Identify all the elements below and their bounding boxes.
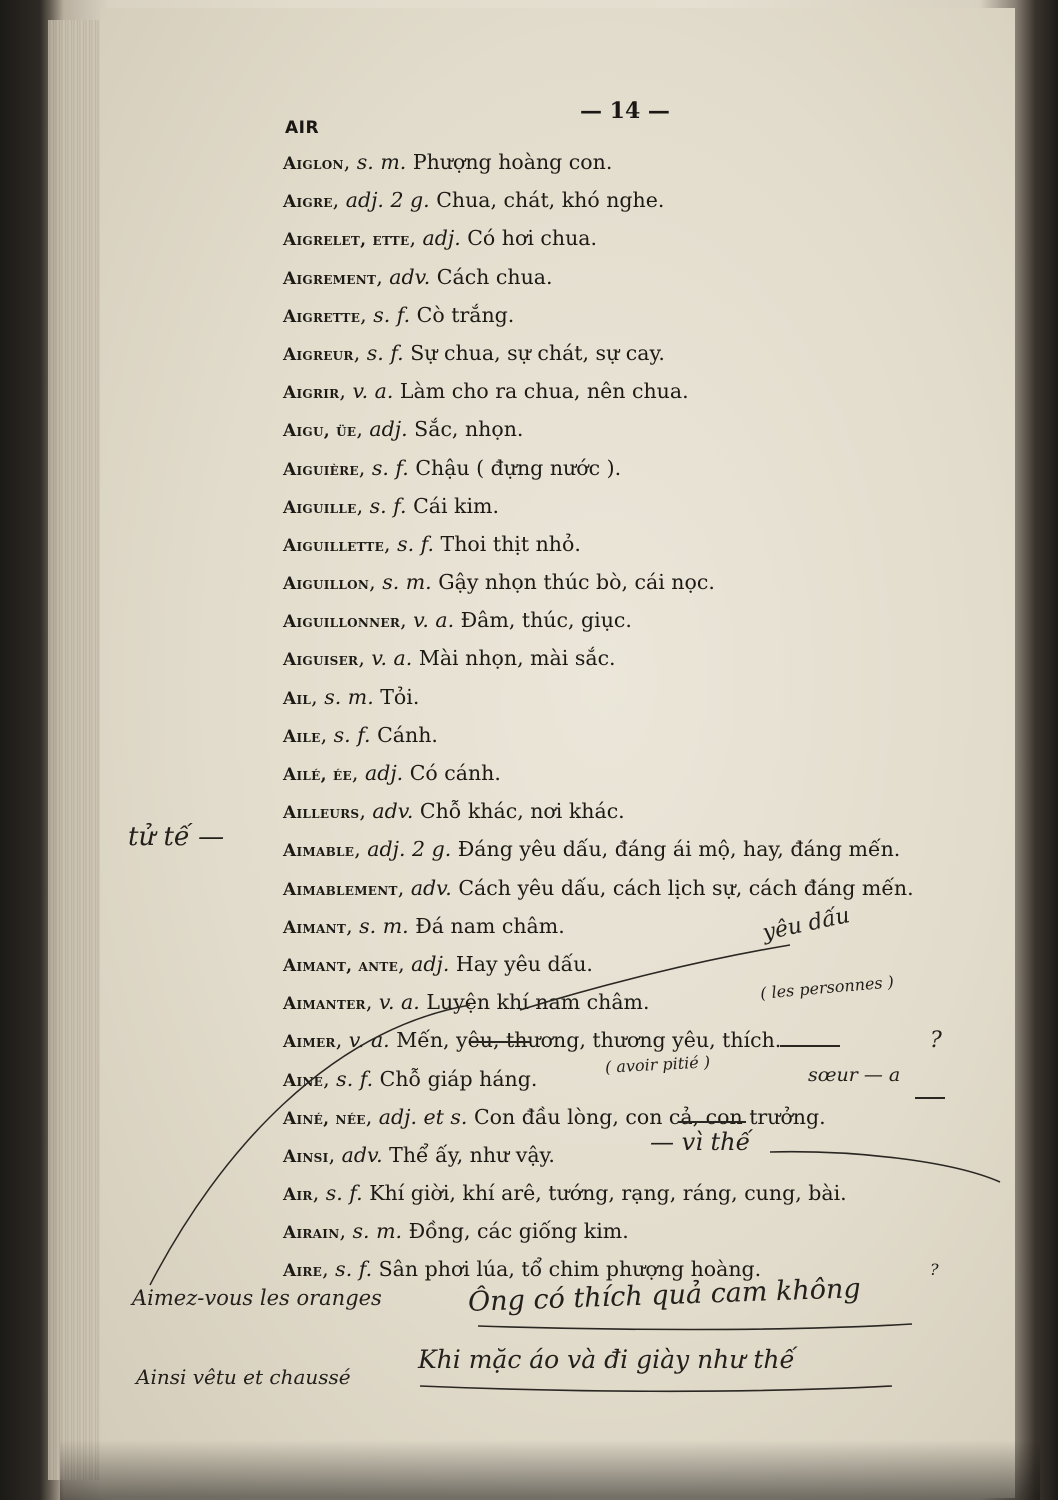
dictionary-entry: Aigu, üe, adj. Sắc, nhọn. (283, 417, 524, 442)
definition: Làm cho ra chua, nên chua. (399, 379, 689, 404)
headword: Aire (283, 1261, 323, 1282)
dictionary-entry: Ail, s. m. Tỏi. (283, 684, 420, 709)
underline-example-1 (478, 1324, 912, 1330)
headword: Aiguillonner (283, 612, 401, 633)
grammar-label: s. f. (366, 340, 404, 365)
dictionary-entry: Aigreur, s. f. Sự chua, sự chát, sự cay. (283, 340, 665, 365)
definition: Thoi thịt nhỏ. (440, 531, 581, 556)
handwritten-note-yeu-dau: yêu dấu (760, 903, 852, 946)
handwritten-example-1-french: Aimez-vous les oranges (132, 1286, 382, 1310)
definition: Gậy nhọn thúc bò, cái nọc. (438, 570, 715, 595)
grammar-label: s. f. (333, 722, 371, 747)
grammar-label: adv. (410, 875, 452, 900)
grammar-label: s. f. (373, 302, 411, 327)
headword: Aigrelet, ette (283, 230, 410, 251)
grammar-label: s. m. (324, 684, 374, 709)
headword: Aimable (283, 841, 355, 862)
handwritten-example-2-vietnamese: Khi mặc áo và đi giày như thế (418, 1345, 795, 1374)
headword: Aimer (283, 1032, 336, 1053)
headword: Ailé, ée (283, 765, 352, 785)
definition: Cách yêu dấu, cách lịch sự, cách đáng mến. (458, 875, 914, 900)
headword: Aimant (283, 917, 347, 938)
definition: Đá nam châm. (415, 913, 565, 938)
headword: Aigreur (283, 344, 354, 365)
definition: Cái kim. (413, 493, 499, 518)
grammar-label: s. f. (397, 531, 435, 556)
definition: Sự chua, sự chát, sự cay. (410, 340, 665, 365)
definition: Sắc, nhọn. (414, 417, 524, 442)
dictionary-entry: Ainsi, adv. Thể ấy, như vậy. (283, 1142, 555, 1167)
handwritten-note-avoir-pitie: ( avoir pitié ) (604, 1052, 711, 1077)
dictionary-entry: Aiguille, s. f. Cái kim. (283, 493, 499, 518)
headword: Aiguiser (283, 650, 359, 671)
dictionary-entry: Aimant, s. m. Đá nam châm. (283, 913, 565, 938)
headword: Aimablement (283, 879, 398, 900)
grammar-label: adj. (369, 417, 408, 442)
definition: Chỗ giáp háng. (379, 1066, 538, 1091)
definition: Chậu ( đựng nước ). (415, 455, 622, 480)
handwritten-margin-note: tử tế — (128, 822, 225, 852)
headword: Aigu, üe (283, 421, 357, 442)
dictionary-entry: Aiguière, s. f. Chậu ( đựng nước ). (283, 455, 622, 480)
dictionary-entry: Aigre, adj. 2 g. Chua, chát, khó nghe. (283, 188, 665, 213)
underline-example-2 (420, 1386, 892, 1391)
grammar-label: s. m. (352, 1219, 403, 1244)
definition: Có cánh. (409, 761, 501, 785)
definition: Cánh. (377, 722, 438, 747)
grammar-label: adv. (341, 1142, 383, 1167)
definition: Thể ấy, như vậy. (389, 1142, 555, 1167)
grammar-label: s. f. (335, 1257, 373, 1282)
definition: Sân phơi lúa, tổ chim phượng hoàng. (378, 1257, 762, 1282)
dictionary-entry: Aimable, adj. 2 g. Đáng yêu dấu, đáng ái mộ, hay, đáng mến. (283, 837, 901, 862)
definition: Cách chua. (436, 264, 553, 289)
dictionary-entry: Aimablement, adv. Cách yêu dấu, cách lịch sự, cách đáng mến. (283, 875, 914, 900)
handwritten-example-1-vietnamese: Ông có thích quả cam không (467, 1273, 862, 1318)
grammar-label: s. m. (382, 570, 432, 595)
dictionary-entry: Aiglon, s. m. Phượng hoàng con. (283, 150, 613, 174)
headword: Aiglon (283, 154, 344, 174)
grammar-label: adj. et s. (378, 1104, 468, 1129)
dictionary-entry: Aimanter, v. a. Luyện khí nam châm. (283, 990, 650, 1015)
dictionary-entry: Ainé, née, adj. et s. Con đầu lòng, con cả, con trưởng. (283, 1104, 826, 1129)
dictionary-entry: Aile, s. f. Cánh. (283, 722, 438, 747)
headword: Aine (283, 1070, 324, 1091)
definition: Khí giời, khí arê, tướng, rạng, ráng, cung, bài. (369, 1181, 847, 1206)
definition: Đâm, thúc, giục. (460, 608, 632, 633)
definition: Đồng, các giống kim. (408, 1219, 629, 1244)
headword: Aigre (283, 192, 333, 213)
handwritten-question-mark: ? (930, 1028, 942, 1053)
dictionary-entry: Ailleurs, adv. Chỗ khác, nơi khác. (283, 799, 625, 824)
dictionary-entry: Aiguillette, s. f. Thoi thịt nhỏ. (283, 531, 581, 556)
definition: Mến, yêu, thương, thương yêu, thích. (396, 1028, 782, 1053)
grammar-label: s. f. (371, 455, 409, 480)
dictionary-entry: Aimer, v. a. Mến, yêu, thương, thương yêu, thích. (283, 1028, 782, 1053)
dictionary-entry: Aiguiser, v. a. Mài nhọn, mài sắc. (283, 646, 616, 671)
headword: Aiguille (283, 497, 357, 518)
grammar-label: adj. (364, 761, 404, 785)
grammar-label: s. f. (336, 1066, 374, 1091)
connector-aimer (520, 945, 790, 1010)
headword: Aimant, ante (283, 955, 399, 976)
handwritten-note-vi-the: — vì thế (650, 1128, 751, 1156)
handwritten-note-les-personnes: ( les personnes ) (759, 972, 895, 1003)
dictionary-entry: Aigrette, s. f. Cò trắng. (283, 302, 515, 327)
definition: Mài nhọn, mài sắc. (418, 646, 616, 671)
grammar-label: adj. 2 g. (367, 837, 452, 862)
dictionary-entry: Aigrement, adv. Cách chua. (283, 264, 553, 289)
dictionary-entry: Aigrir, v. a. Làm cho ra chua, nên chua. (283, 379, 689, 404)
grammar-label: adj. (422, 226, 461, 251)
dictionary-entry: Aiguillonner, v. a. Đâm, thúc, giục. (283, 608, 632, 633)
definition: Cò trắng. (416, 302, 515, 327)
grammar-label: s. f. (325, 1181, 363, 1206)
headword: Ail (283, 688, 312, 709)
grammar-label: v. a. (352, 379, 394, 404)
grammar-label: v. a. (371, 646, 413, 671)
grammar-label: v. a. (378, 990, 420, 1015)
connector-example (150, 1005, 470, 1285)
definition: Phượng hoàng con. (412, 150, 613, 174)
grammar-label: v. a. (348, 1028, 390, 1053)
connector-ainsi (770, 1152, 1000, 1182)
handwritten-example-2-french: Ainsi vêtu et chaussé (136, 1365, 351, 1389)
definition: Chỗ khác, nơi khác. (419, 799, 625, 824)
handwritten-note-soeur: sœur — a (808, 1064, 901, 1086)
headword: Aile (283, 726, 321, 747)
headword: Aigrement (283, 268, 377, 289)
headword: Aigrette (283, 306, 361, 327)
grammar-label: s. m. (359, 913, 409, 938)
handwritten-question-mark: ? (930, 1260, 939, 1279)
dictionary-entry: Aiguillon, s. m. Gậy nhọn thúc bò, cái nọc. (283, 570, 715, 595)
definition: Hay yêu dấu. (455, 951, 593, 976)
headword: Ailleurs (283, 803, 360, 824)
headword: Air (283, 1185, 313, 1206)
headword: Ainé, née (283, 1108, 366, 1129)
headword: Aigrir (283, 383, 340, 404)
headword: Airain (283, 1223, 340, 1244)
dictionary-entry: Ailé, ée, adj. Có cánh. (283, 761, 501, 785)
headword: Aiguillette (283, 535, 385, 556)
dictionary-entry: Aigrelet, ette, adj. Có hơi chua. (283, 226, 598, 251)
grammar-label: adj. (411, 951, 450, 976)
headword: Aiguillon (283, 574, 370, 595)
running-head: AIR (285, 118, 320, 138)
definition: Tỏi. (380, 684, 420, 709)
dictionary-entry: Aine, s. f. Chỗ giáp háng. (283, 1066, 538, 1091)
grammar-label: s. m. (356, 150, 407, 174)
definition: Đáng yêu dấu, đáng ái mộ, hay, đáng mến. (457, 837, 901, 862)
grammar-label: s. f. (369, 493, 407, 518)
headword: Aiguière (283, 459, 359, 480)
grammar-label: v. a. (413, 608, 455, 633)
definition: Có hơi chua. (467, 226, 598, 251)
grammar-label: adv. (389, 264, 431, 289)
dictionary-entry: Aimant, ante, adj. Hay yêu dấu. (283, 951, 593, 976)
dictionary-entry: Aire, s. f. Sân phơi lúa, tổ chim phượng hoàng. (283, 1257, 762, 1282)
headword: Ainsi (283, 1146, 329, 1167)
definition: Con đầu lòng, con cả, con trưởng. (473, 1104, 826, 1129)
dictionary-entry: Air, s. f. Khí giời, khí arê, tướng, rạng, ráng, cung, bài. (283, 1181, 847, 1206)
definition: Luyện khí nam châm. (426, 990, 650, 1015)
headword: Aimanter (283, 994, 366, 1015)
page-number: — 14 — (580, 98, 670, 124)
dictionary-entry: Airain, s. m. Đồng, các giống kim. (283, 1219, 629, 1244)
definition: Chua, chát, khó nghe. (436, 188, 665, 213)
grammar-label: adv. (372, 799, 414, 824)
grammar-label: adj. 2 g. (345, 188, 430, 213)
